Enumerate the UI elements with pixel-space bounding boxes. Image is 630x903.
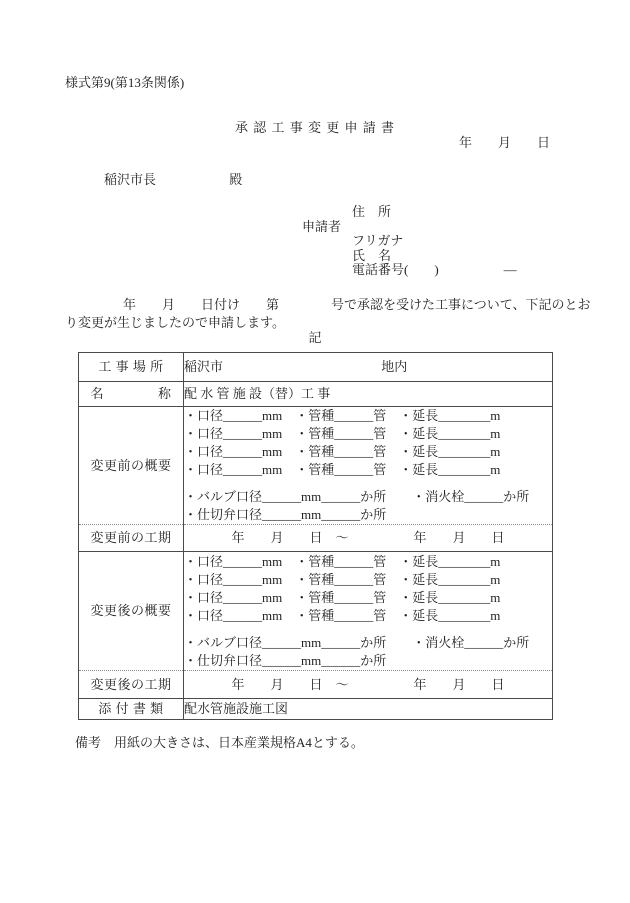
work-name-value: 配 水 管 施 設（替）工 事 (184, 382, 553, 407)
city-name: 稲沢市 (184, 359, 224, 374)
valve-spec-line: ・バルブ口径______mm______か所 ・消火栓______か所 (184, 634, 530, 650)
pipe-spec-line: ・口径______mm ・管種______管 ・延長________m (184, 589, 501, 605)
attachment-value: 配水管施設施工図 (184, 699, 553, 720)
before-period-value: 年 月 日 〜 年 月 日 (184, 525, 553, 552)
ki-heading: 記 (308, 330, 322, 345)
after-period-value: 年 月 日 〜 年 月 日 (184, 671, 553, 699)
pipe-spec-line: ・口径______mm ・管種______管 ・延長________m (184, 426, 501, 441)
district-suffix: 地内 (381, 359, 408, 374)
before-period-row (79, 525, 553, 552)
addressee-honorific: 殿 (229, 172, 243, 187)
name-label: 氏 名 (352, 247, 392, 263)
attachment-label: 添 付 書 類 (79, 699, 184, 720)
pipe-spec-line: ・口径______mm ・管種______管 ・延長________m (184, 444, 501, 459)
furigana-label: フリガナ (352, 233, 404, 248)
pipe-spec-line: ・口径______mm ・管種______管 ・延長________m (184, 571, 501, 587)
pipe-spec-line: ・口径______mm ・管種______管 ・延長________m (184, 408, 501, 423)
applicant-block (302, 205, 517, 278)
body-line-2: り変更が生じましたので申請します。 (65, 314, 285, 330)
valve-spec-line: ・バルブ口径______mm______か所 ・消火栓______か所 (184, 489, 530, 504)
pipe-spec-line: ・口径______mm ・管種______管 ・延長________m (184, 553, 501, 569)
form-number: 様式第9(第13条関係) (65, 75, 185, 90)
after-period-label: 変更後の工期 (79, 671, 184, 699)
applicant-label: 申請者 (302, 219, 342, 234)
after-overview-row (79, 552, 553, 671)
address-blank-line (352, 220, 517, 235)
pipe-spec-line: ・口径______mm ・管種______管 ・延長________m (184, 462, 501, 477)
page-title: 承 認 工 事 変 更 申 請 書 (234, 120, 395, 135)
body-line-1: 年 月 日付け 第 号で承認を受けた工事について、下記のとお (123, 297, 591, 312)
applicant-fields (352, 205, 517, 278)
addressee-line (104, 173, 242, 187)
remarks-note: 備考 用紙の大きさは、日本産業規格A4とする。 (75, 735, 364, 750)
work-name-row (79, 382, 553, 407)
after-overview-label: 変更後の概要 (79, 552, 184, 671)
before-overview-content (184, 407, 553, 525)
before-overview-row (79, 407, 553, 525)
work-location-row (79, 353, 553, 382)
before-overview-label: 変更前の概要 (79, 407, 184, 525)
phone-label: 電話番号( ) ― (352, 262, 517, 277)
after-period-row (79, 671, 553, 699)
work-location-label: 工 事 場 所 (79, 353, 184, 382)
date-line: 年 月 日 (458, 135, 550, 150)
body-paragraph (65, 296, 591, 331)
address-label: 住 所 (352, 204, 392, 219)
pipe-spec-line: ・口径______mm ・管種______管 ・延長________m (184, 607, 501, 623)
after-overview-content (184, 552, 553, 671)
gate-valve-spec-line: ・仕切弁口径______mm______か所 (184, 652, 387, 668)
before-period-label: 変更前の工期 (79, 525, 184, 552)
gate-valve-spec-line: ・仕切弁口径______mm______か所 (184, 507, 387, 522)
addressee-name: 稲沢市長 (104, 172, 157, 187)
attachment-row (79, 699, 553, 720)
work-location-value (184, 353, 553, 382)
work-form-table (78, 352, 553, 720)
work-name-label: 名 称 (79, 382, 184, 407)
